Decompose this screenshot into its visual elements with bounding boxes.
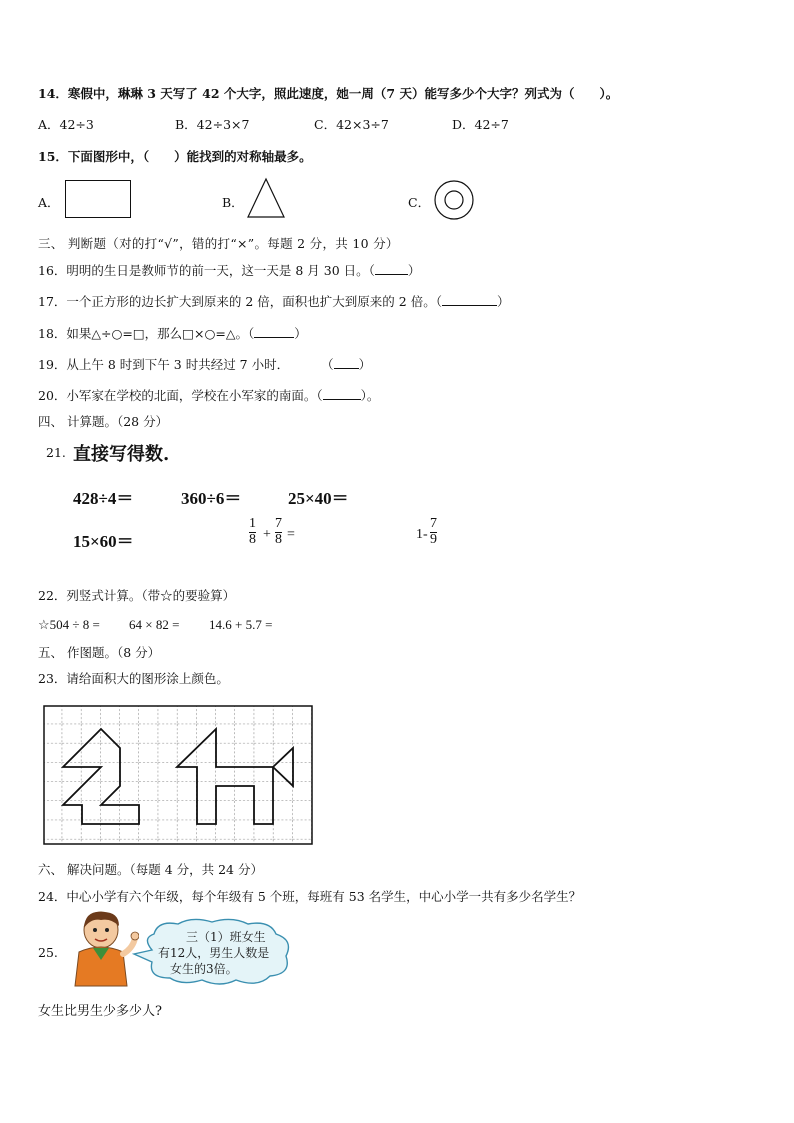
answer-blank[interactable] — [254, 325, 294, 338]
calc-item: 428÷4＝ — [73, 489, 134, 508]
q16-text: 16．明明的生日是教师节的前一天，这一天是 8 月 30 日。（ — [38, 263, 375, 278]
q17 — [38, 292, 509, 310]
answer-blank[interactable] — [442, 293, 497, 306]
calc-item: 25×40＝ — [288, 489, 349, 508]
bubble-line-2: 有12人，男生人数是 — [158, 946, 270, 960]
calc-item: 360÷6＝ — [181, 489, 242, 508]
vertical-calc-item: 64 × 82 = — [129, 617, 180, 632]
q25-question: 女生比男生少多少人? — [38, 1004, 162, 1019]
answer-blank[interactable] — [323, 387, 361, 400]
section-4-heading: 四、 计算题。（28 分） — [38, 414, 169, 429]
section-3-heading: 三、 判断题（对的打“√”，错的打“×”。每题 2 分，共 10 分） — [38, 236, 399, 251]
boy-illustration-icon — [67, 908, 139, 988]
section-5-heading: 五、 作图题。（8 分） — [38, 645, 161, 660]
q19-open: （ — [321, 357, 334, 372]
q14-stem: 14．寒假中，琳琳 3 天写了 42 个大字，照此速度，她一周（7 天）能写多少个大字？列式为（ ）。 — [38, 86, 619, 101]
q21-number: 21. — [46, 445, 66, 460]
equals-sign: = — [287, 527, 295, 542]
concentric-circles-shape — [433, 179, 475, 221]
fraction-denominator: 8 — [249, 531, 256, 547]
fraction-seven-ninths — [430, 517, 437, 547]
q14-option-c: C．42×3÷7 — [314, 117, 389, 132]
q21-title: 直接写得数. — [73, 444, 170, 465]
q19-close: ） — [358, 357, 372, 372]
answer-blank[interactable] — [334, 356, 359, 369]
q14-option-b: B．42÷3×7 — [175, 117, 250, 132]
q15-label-a: A． — [38, 195, 60, 210]
q18-close: ） — [294, 326, 307, 341]
q18-text: 18．如果△÷○=□，那么□×○=△。（ — [38, 326, 255, 341]
q18 — [38, 324, 307, 342]
q20-close: ）。 — [360, 388, 380, 403]
fraction-numerator: 1 — [249, 516, 256, 531]
vertical-calc-item: 14.6 + 5.7 = — [209, 617, 273, 632]
q17-text: 17．一个正方形的边长扩大到原来的 2 倍，面积也扩大到原来的 2 倍。（ — [38, 294, 442, 309]
fraction-one-eighth — [249, 517, 256, 547]
answer-blank[interactable] — [375, 262, 408, 275]
q15-label-c: C． — [408, 195, 431, 210]
rectangle-shape — [65, 180, 131, 218]
section-6-heading: 六、 解决问题。（每题 4 分，共 24 分） — [38, 862, 263, 877]
bubble-line-3: 女生的3倍。 — [170, 962, 238, 976]
q23-stem: 23．请给面积大的图形涂上颜色。 — [38, 671, 229, 686]
fraction-denominator: 8 — [275, 531, 282, 547]
q24-stem: 24．中心小学有六个年级，每个年级有 5 个班，每班有 53 名学生，中心小学一共有多少名学生？ — [38, 889, 582, 904]
vertical-calc-item: ☆504 ÷ 8 = — [38, 617, 100, 632]
fraction-numerator: 7 — [275, 516, 282, 531]
q14-option-a: A．42÷3 — [38, 117, 94, 132]
bubble-line-1: 三（1）班女生 — [186, 930, 266, 944]
plus-sign: + — [263, 527, 271, 542]
fraction-denominator: 9 — [430, 531, 437, 547]
q22-stem: 22．列竖式计算。（带☆的要验算） — [38, 588, 236, 603]
one-minus: 1- — [416, 527, 428, 542]
q15-label-b: B． — [222, 195, 244, 210]
q15-stem: 15．下面图形中，（ ）能找到的对称轴最多。 — [38, 149, 312, 164]
q14-option-d: D．42÷7 — [452, 117, 509, 132]
q20-text: 20．小军家在学校的北面，学校在小军家的南面。（ — [38, 388, 323, 403]
q19-text: 19．从上午 8 时到下午 3 时共经过 7 小时． — [38, 357, 290, 372]
calc-item: 15×60＝ — [73, 532, 134, 551]
fraction-seven-eighths — [275, 517, 282, 547]
triangle-shape — [246, 177, 286, 219]
fraction-numerator: 7 — [430, 516, 437, 531]
grid-figures — [43, 705, 313, 845]
q16-close: ） — [407, 263, 421, 278]
q17-close: ） — [496, 294, 510, 309]
q19 — [38, 355, 371, 373]
q20 — [38, 386, 379, 404]
q16 — [38, 261, 420, 279]
q25-number: 25. — [38, 945, 58, 960]
